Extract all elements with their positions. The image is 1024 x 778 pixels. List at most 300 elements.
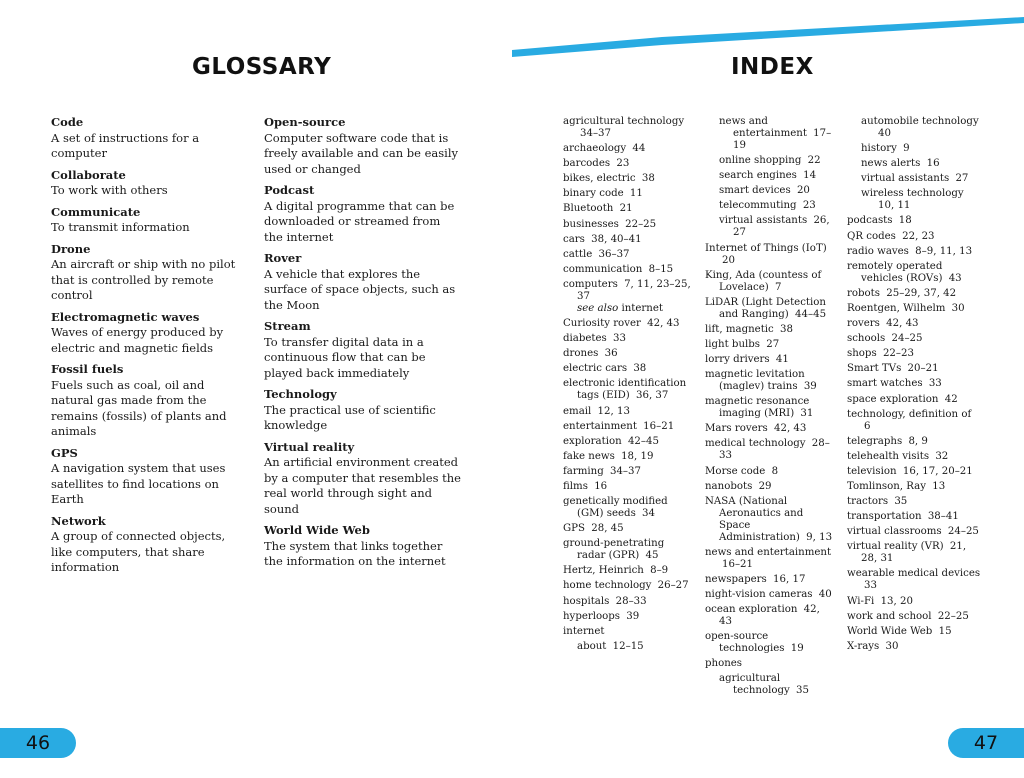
index-column (847, 116, 983, 656)
index-entry (705, 547, 833, 571)
index-entry (705, 270, 833, 294)
index-entry (705, 604, 833, 628)
page-number-left: 46 (0, 728, 76, 758)
page-number-right: 47 (948, 728, 1024, 758)
index-term: genetically modified (GM) seeds (563, 496, 668, 520)
index-pages: 27 (955, 173, 969, 185)
index-entry (847, 611, 983, 623)
index-term: NASA (National Aeronautics and Space Administration) (705, 495, 804, 543)
index-term: virtual reality (VR) (847, 541, 944, 553)
index-pages: 6 (864, 420, 871, 432)
index-subentry (847, 188, 983, 212)
glossary-term: Fossil fuels (51, 362, 124, 376)
index-term: World Wide Web (847, 625, 933, 637)
index-term: Tomlinson, Ray (847, 480, 927, 492)
index-term: phones (705, 658, 743, 670)
index-pages: 28, 45 (591, 523, 624, 535)
index-entry (847, 626, 983, 638)
index-term: exploration (563, 435, 622, 447)
index-subentry (705, 155, 833, 167)
index-term: farming (563, 465, 604, 477)
index-pages: 44 (632, 143, 646, 155)
glossary-term: Virtual reality (264, 439, 355, 454)
glossary-definition: An aircraft or ship with no pilot that is controlled by remote control (51, 257, 236, 302)
glossary-entry (264, 387, 462, 434)
index-term: electric cars (563, 363, 628, 375)
index-entry (847, 466, 983, 478)
index-term: QR codes (847, 230, 896, 242)
glossary-term: Stream (264, 319, 311, 333)
index-entry (847, 363, 983, 375)
glossary-term: Podcast (264, 183, 315, 197)
index-entry (563, 249, 691, 261)
index-pages: 45 (645, 550, 659, 562)
glossary-entry (51, 115, 249, 162)
index-pages: 22–23 (882, 348, 914, 360)
index-term: television (847, 465, 897, 477)
index-term: hyperloops (563, 610, 621, 622)
index-entry (847, 215, 983, 227)
glossary-entry (264, 183, 462, 245)
glossary-term: Technology (264, 387, 337, 401)
index-subentry (563, 641, 691, 653)
index-entry (563, 523, 691, 535)
glossary-entry (51, 242, 249, 304)
index-term: about (577, 640, 607, 652)
index-term: diabetes (563, 333, 607, 345)
index-pages: 38, 40–41 (591, 233, 642, 245)
index-subentry (847, 158, 983, 170)
index-pages: 7 (774, 281, 782, 293)
index-pages: 36, 37 (635, 390, 669, 402)
index-entry (847, 303, 983, 315)
index-pages: 41 (775, 354, 789, 366)
index-pages: 35 (796, 685, 809, 697)
index-pages: 42, 43 (773, 423, 807, 435)
index-pages: 12, 13 (597, 405, 630, 417)
index-term: hospitals (563, 595, 610, 607)
index-entry (563, 378, 691, 402)
index-entry (563, 596, 691, 608)
index-term: Bluetooth (563, 203, 614, 215)
index-term: Roentgen, Wilhelm (847, 302, 946, 314)
index-entry (705, 354, 833, 366)
index-pages: 35 (894, 496, 908, 508)
glossary-entry (51, 205, 249, 236)
index-pages: 22–25 (937, 610, 969, 622)
index-pages: 28–33 (719, 438, 830, 462)
glossary-definition: The practical use of scientific knowledge (264, 402, 436, 432)
glossary-term: Electromagnetic waves (51, 309, 200, 324)
index-term: news and entertainment (705, 546, 832, 558)
index-entry (563, 173, 691, 185)
index-entry (705, 423, 833, 435)
index-term: nanobots (705, 480, 753, 492)
index-entry (563, 318, 691, 330)
index-entry (563, 451, 691, 463)
index-pages: 32 (935, 450, 949, 462)
index-term: wireless technology (861, 188, 964, 200)
index-pages: 38 (780, 323, 793, 335)
index-entry (563, 466, 691, 478)
index-term: tractors (847, 496, 889, 508)
index-pages: 23 (802, 200, 816, 212)
index-column (705, 116, 833, 700)
glossary-entry (264, 251, 462, 313)
index-term: space exploration (847, 393, 939, 405)
index-pages: 22, 23 (902, 230, 935, 242)
index-entry (563, 406, 691, 418)
index-pages: 22 (807, 155, 821, 167)
index-subentry (705, 185, 833, 197)
index-pages: 23 (616, 158, 630, 170)
index-term: lorry drivers (705, 354, 770, 366)
index-term: virtual assistants (861, 173, 950, 185)
glossary-definition: Fuels such as coal, oil and natural gas made from the remains (fossils) of plants and animals (51, 377, 227, 438)
index-entry (563, 580, 691, 592)
index-term: electronic identification tags (EID) (563, 378, 687, 402)
index-pages: 8–9 (650, 565, 669, 577)
index-term: lift, magnetic (705, 323, 774, 335)
glossary-definition: Computer software code that is freely available and can be easily used or changed (264, 130, 458, 176)
index-pages: 14 (803, 170, 817, 182)
glossary-definition: A set of instructions for a computer (51, 130, 200, 160)
index-pages: 16–21 (722, 558, 754, 570)
index-entry (563, 188, 691, 200)
index-term: virtual classrooms (847, 526, 942, 538)
index-entry (847, 231, 983, 243)
index-term: telehealth visits (847, 450, 930, 462)
index-pages: 16–21 (643, 420, 675, 432)
glossary-term: GPS (51, 445, 78, 460)
glossary-entry (51, 514, 249, 576)
index-pages: 16 (594, 480, 608, 492)
index-term: transportation (847, 511, 922, 523)
index-entry (847, 378, 983, 390)
index-entry (563, 436, 691, 448)
index-term: Wi-Fi (847, 595, 875, 607)
index-pages: 39 (626, 610, 640, 622)
index-pages: 38 (633, 363, 647, 375)
glossary-entry (264, 523, 462, 570)
index-pages: 30 (885, 640, 899, 652)
index-term: ocean exploration (705, 604, 798, 616)
index-term: virtual assistants (719, 215, 808, 227)
index-pages: 42, 43 (886, 318, 919, 330)
index-pages: 33 (864, 580, 877, 592)
index-entry (847, 409, 983, 433)
glossary-entry (51, 310, 249, 357)
index-term: businesses (563, 218, 619, 230)
index-term: robots (847, 287, 880, 299)
index-entry (847, 451, 983, 463)
index-subentry (705, 116, 833, 152)
index-entry (563, 496, 691, 520)
glossary-column (264, 115, 462, 576)
index-pages: 43 (948, 272, 962, 284)
index-pages: 36 (604, 348, 618, 360)
index-term: binary code (563, 188, 624, 200)
glossary-term: Communicate (51, 204, 141, 219)
index-term: telecommuting (719, 200, 797, 212)
index-term: drones (563, 348, 599, 360)
index-term: shops (847, 348, 877, 360)
glossary-term: Drone (51, 241, 91, 256)
index-pages: 22–25 (625, 218, 657, 230)
index-pages: 44–45 (795, 308, 827, 320)
index-entry (563, 203, 691, 215)
glossary-definition: To transmit information (51, 220, 190, 234)
index-pages: 24–25 (891, 333, 923, 345)
glossary-entry (264, 115, 462, 177)
index-term: search engines (719, 170, 797, 182)
index-entry (847, 394, 983, 406)
index-term: LiDAR (Light Detection and Ranging) (705, 296, 826, 320)
index-entry (705, 438, 833, 462)
index-pages: 16, 17, 20–21 (902, 465, 973, 477)
index-entry (563, 116, 691, 140)
index-pages: 8–15 (648, 263, 674, 275)
index-term: smart watches (847, 378, 923, 390)
index-entry (705, 297, 833, 321)
index-entry (563, 363, 691, 375)
index-entry (705, 658, 833, 670)
index-term: telegraphs (847, 435, 903, 447)
glossary-term: Code (51, 115, 84, 129)
index-term: podcasts (847, 215, 893, 227)
index-entry (847, 318, 983, 330)
glossary-definition: An artificial environment created by a computer that resembles the real world through sight and sound (264, 455, 461, 516)
index-term: barcodes (563, 158, 611, 170)
index-pages: 8–9, 11, 13 (915, 245, 973, 257)
index-pages: 8, 9 (908, 435, 928, 447)
index-pages: 34 (642, 508, 656, 520)
index-term: wearable medical devices (847, 568, 981, 580)
index-pages: 21, 28, 31 (861, 541, 967, 565)
index-pages: 7, 11, 23–25, 37 (577, 278, 691, 302)
index-pages: 11 (629, 188, 643, 200)
index-entry (705, 496, 833, 544)
index-term: email (563, 405, 592, 417)
index-term: magnetic resonance imaging (MRI) (705, 396, 810, 420)
index-entry (563, 421, 691, 433)
glossary-entry (264, 440, 462, 518)
index-pages: 39 (803, 381, 817, 393)
index-term: light bulbs (705, 338, 761, 350)
index-term: ground-penetrating radar (GPR) (563, 538, 665, 562)
index-term: open-source technologies (705, 631, 785, 655)
index-entry (563, 143, 691, 155)
index-pages: 20–21 (907, 363, 939, 375)
index-pages: 42, 43 (719, 604, 820, 628)
index-subentry (847, 173, 983, 185)
index-term: fake news (563, 450, 615, 462)
index-term: night-vision cameras (705, 588, 813, 600)
index-term: radio waves (847, 245, 909, 257)
index-pages: 25–29, 37, 42 (886, 287, 957, 299)
index-term: Smart TVs (847, 363, 902, 375)
index-entry (563, 333, 691, 345)
index-pages: 9, 13 (806, 531, 833, 543)
index-entry (563, 565, 691, 577)
index-entry (847, 641, 983, 653)
index-term: news alerts (861, 158, 921, 170)
index-pages: 33 (613, 333, 626, 345)
glossary-definition: Waves of energy produced by electric and magnetic fields (51, 325, 224, 355)
index-term: news and entertainment (719, 116, 807, 139)
index-column (563, 116, 691, 656)
index-entry (705, 589, 833, 601)
index-entry (847, 596, 983, 608)
index-entry (847, 348, 983, 360)
index-entry (563, 219, 691, 231)
index-entry (563, 538, 691, 562)
index-entry (847, 511, 983, 523)
index-pages: 42–45 (627, 435, 659, 447)
glossary-term: Open-source (264, 115, 346, 129)
index-pages: 29 (758, 480, 772, 492)
index-pages: 24–25 (947, 526, 979, 538)
glossary-definition: To work with others (51, 183, 168, 197)
index-pages: 12–15 (612, 640, 644, 652)
index-term: work and school (847, 610, 932, 622)
glossary-definition: To transfer digital data in a continuous flow that can be played back immediately (264, 334, 426, 380)
glossary-title: GLOSSARY (192, 54, 332, 80)
index-pages: 33 (928, 378, 942, 390)
index-entry (705, 243, 833, 267)
index-term: archaeology (563, 143, 627, 155)
index-entry (563, 481, 691, 493)
glossary-entry (51, 168, 249, 199)
index-pages: 40 (878, 128, 891, 139)
index-pages: 20 (722, 254, 735, 266)
glossary-entry (51, 446, 249, 508)
index-pages: 10, 11 (878, 200, 911, 212)
index-term: online shopping (719, 155, 802, 167)
index-entry (705, 369, 833, 393)
index-pages: 8 (771, 465, 779, 477)
index-term: schools (847, 333, 886, 345)
index-pages: 31 (800, 408, 814, 420)
index-term: computers (563, 278, 618, 290)
index-entry (705, 574, 833, 586)
index-subentry (705, 170, 833, 182)
index-pages: 18, 19 (621, 450, 654, 462)
index-entry (563, 279, 691, 315)
index-pages: 36–37 (598, 248, 630, 260)
index-entry (705, 339, 833, 351)
index-term: smart devices (719, 185, 791, 197)
glossary-definition: A navigation system that uses satellites to find locations on Earth (51, 461, 226, 506)
index-pages: 16 (926, 158, 940, 170)
index-pages: 28–33 (615, 595, 647, 607)
index-term: remotely operated vehicles (ROVs) (847, 260, 943, 284)
index-pages: 16, 17 (773, 573, 806, 585)
index-term: Internet of Things (IoT) (705, 242, 827, 254)
glossary-entry (51, 362, 249, 440)
index-pages: 20 (796, 185, 810, 197)
index-term: home technology (563, 580, 652, 592)
index-title: INDEX (731, 54, 814, 80)
index-entry (705, 396, 833, 420)
index-term: Morse code (705, 465, 766, 477)
index-term: communication (563, 263, 643, 275)
index-entry (705, 466, 833, 478)
index-term: Curiosity rover (563, 318, 641, 330)
index-term: GPS (563, 523, 585, 535)
index-pages: 15 (938, 625, 952, 637)
glossary-term: Network (51, 513, 106, 528)
glossary-column (51, 115, 249, 582)
index-term: cars (563, 233, 585, 245)
index-pages: 40 (818, 588, 832, 600)
index-entry (847, 246, 983, 258)
index-term: magnetic levitation (maglev) trains (705, 369, 805, 393)
index-pages: 13, 20 (880, 595, 913, 607)
index-entry (563, 626, 691, 638)
index-pages: 26–27 (657, 580, 689, 592)
index-term: films (563, 480, 588, 492)
glossary-term: Rover (264, 251, 302, 265)
glossary-term: World Wide Web (264, 523, 370, 537)
index-term: X-rays (847, 640, 880, 652)
index-see-also-target: internet (621, 302, 663, 314)
index-entry (563, 158, 691, 170)
index-term: internet (563, 625, 605, 637)
index-subentry (705, 200, 833, 212)
index-pages: 13 (932, 480, 946, 492)
index-entry (847, 288, 983, 300)
index-entry (847, 333, 983, 345)
index-subentry (705, 215, 833, 239)
index-term: King, Ada (countess of Lovelace) (705, 269, 822, 293)
index-pages: 34–37 (609, 465, 641, 477)
glossary-definition: A vehicle that explores the surface of space objects, such as the Moon (264, 266, 456, 312)
index-entry (847, 541, 983, 565)
index-term: entertainment (563, 420, 637, 432)
index-pages: 38–41 (927, 511, 959, 523)
index-entry (563, 234, 691, 246)
index-term: agricultural technology (563, 116, 685, 127)
index-pages: 30 (951, 302, 965, 314)
index-pages: 9 (903, 143, 910, 155)
index-entry (847, 436, 983, 448)
index-subentry (847, 143, 983, 155)
glossary-entry (264, 319, 462, 381)
index-entry (563, 348, 691, 360)
index-term: technology, definition of (847, 408, 972, 420)
glossary-term: Collaborate (51, 167, 126, 182)
index-pages: 42, 43 (647, 318, 680, 330)
index-entry (847, 481, 983, 493)
index-pages: 42 (944, 393, 958, 405)
index-entry (563, 611, 691, 623)
glossary-definition: A digital programme that can be downloaded or streamed from the internet (264, 198, 455, 244)
index-term: rovers (847, 318, 880, 330)
index-entry (847, 261, 983, 285)
index-pages: 26, 27 (733, 215, 830, 239)
index-entry (563, 264, 691, 276)
index-pages: 19 (790, 643, 804, 655)
index-term: medical technology (705, 438, 806, 450)
index-entry (705, 631, 833, 655)
index-entry (847, 496, 983, 508)
index-term: newspapers (705, 573, 767, 585)
index-pages: 17–19 (733, 128, 832, 151)
index-term: bikes, electric (563, 173, 636, 185)
index-see-also: see also (577, 302, 619, 314)
index-term: history (861, 143, 897, 155)
